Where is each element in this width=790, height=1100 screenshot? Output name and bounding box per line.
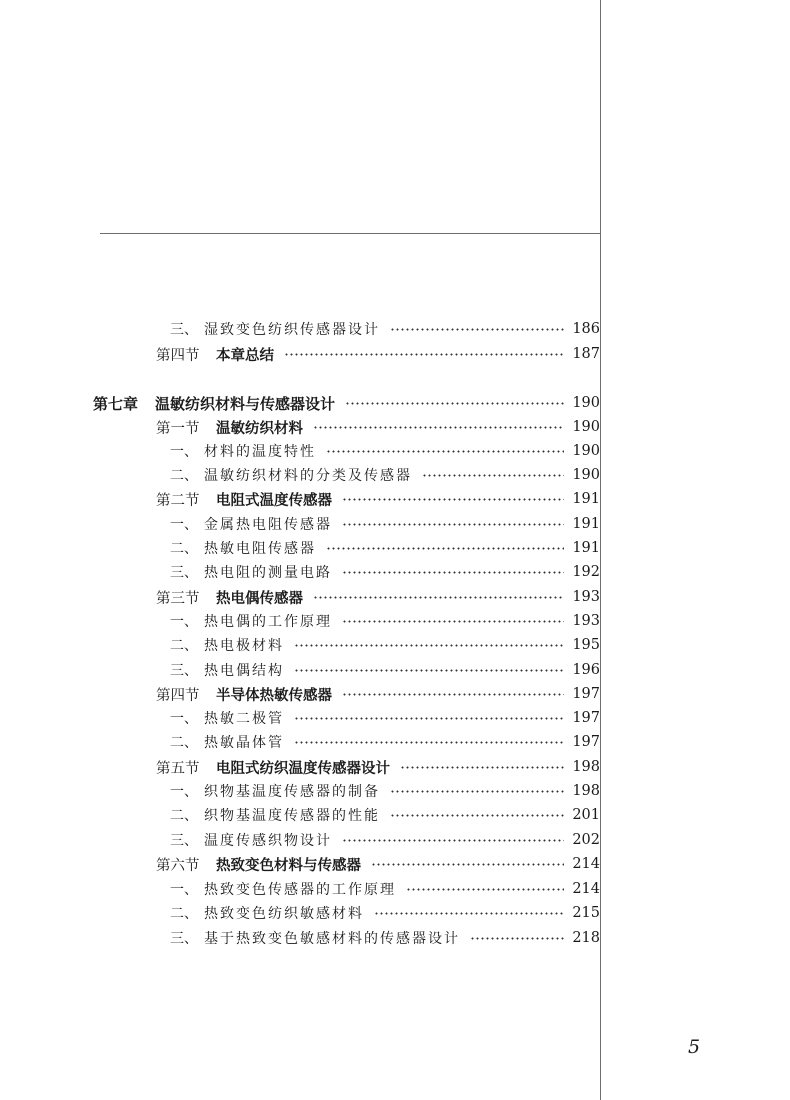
entry-title: 织物基温度传感器的性能 <box>204 808 380 824</box>
toc-entry <box>0 415 600 439</box>
entry-number: 一、 <box>170 711 198 727</box>
entry-title: 温敏纺织材料的分类及传感器 <box>204 468 412 484</box>
entry-number: 第五节 <box>156 760 200 777</box>
toc-entry <box>0 926 600 950</box>
toc-entry <box>0 317 600 341</box>
dot-leader <box>284 353 564 356</box>
entry-number: 第六节 <box>156 857 200 874</box>
toc-entry <box>0 803 600 827</box>
toc-entry <box>0 536 600 560</box>
entry-number: 三、 <box>170 663 198 679</box>
entry-page: 214 <box>572 881 600 897</box>
entry-page: 202 <box>572 832 600 848</box>
toc-entry <box>0 730 600 754</box>
entry-page: 191 <box>572 491 600 507</box>
toc-entry <box>0 391 600 415</box>
toc-entry <box>0 609 600 633</box>
dot-leader <box>400 766 564 769</box>
entry-page: 195 <box>572 637 600 653</box>
dot-leader <box>326 547 564 550</box>
entry-number: 第一节 <box>156 420 200 437</box>
entry-number: 一、 <box>170 614 198 630</box>
entry-page: 197 <box>572 686 600 702</box>
entry-title: 热电偶的工作原理 <box>204 614 332 630</box>
entry-title: 电阻式温度传感器 <box>216 491 332 509</box>
dot-leader <box>422 474 564 477</box>
dot-leader <box>294 669 564 672</box>
entry-title: 热致变色材料与传感器 <box>216 856 361 874</box>
toc-entry <box>0 901 600 925</box>
toc-entry <box>0 877 600 901</box>
entry-title: 热敏二极管 <box>204 711 284 727</box>
entry-title: 热电阻的测量电路 <box>204 565 332 581</box>
entry-page: 197 <box>572 734 600 750</box>
entry-number: 第四节 <box>156 687 200 704</box>
entry-number: 第四节 <box>156 347 200 364</box>
toc-entry <box>0 487 600 511</box>
dot-leader <box>342 620 564 623</box>
toc-entry <box>0 828 600 852</box>
toc-entry <box>0 755 600 779</box>
toc-entry <box>0 633 600 657</box>
entry-number: 一、 <box>170 444 198 460</box>
entry-title: 热敏电阻传感器 <box>204 541 316 557</box>
page-number: 5 <box>688 1036 701 1058</box>
dot-leader <box>342 571 564 574</box>
entry-page: 190 <box>572 395 600 411</box>
dot-leader <box>406 888 564 891</box>
entry-number: 一、 <box>170 882 198 898</box>
dot-leader <box>390 328 564 331</box>
entry-page: 186 <box>572 321 600 337</box>
entry-title: 半导体热敏传感器 <box>216 686 332 704</box>
dot-leader <box>326 450 564 453</box>
entry-page: 187 <box>572 346 600 362</box>
entry-page: 191 <box>572 516 600 532</box>
entry-page: 196 <box>572 662 600 678</box>
entry-number: 二、 <box>170 638 198 654</box>
entry-title: 热致变色传感器的工作原理 <box>204 882 396 898</box>
toc-entry <box>0 658 600 682</box>
entry-page: 198 <box>572 759 600 775</box>
dot-leader <box>390 814 564 817</box>
vertical-rule <box>600 0 601 1100</box>
entry-number: 二、 <box>170 906 198 922</box>
dot-leader <box>294 644 564 647</box>
dot-leader <box>342 523 564 526</box>
dot-leader <box>294 741 564 744</box>
entry-title: 本章总结 <box>216 346 274 364</box>
entry-number: 三、 <box>170 833 198 849</box>
entry-title: 织物基温度传感器的制备 <box>204 784 380 800</box>
dot-leader <box>390 790 564 793</box>
toc-entry <box>0 682 600 706</box>
entry-page: 193 <box>572 613 600 629</box>
entry-number: 一、 <box>170 784 198 800</box>
entry-page: 193 <box>572 589 600 605</box>
dot-leader <box>294 717 564 720</box>
entry-title: 温敏纺织材料与传感器设计 <box>155 394 336 413</box>
toc-entry <box>0 585 600 609</box>
entry-number: 二、 <box>170 735 198 751</box>
entry-title: 热致变色纺织敏感材料 <box>204 906 364 922</box>
entry-title: 热电偶传感器 <box>216 589 303 607</box>
dot-leader <box>345 402 564 405</box>
entry-title: 基于热致变色敏感材料的传感器设计 <box>204 931 460 947</box>
entry-title: 热敏晶体管 <box>204 735 284 751</box>
entry-page: 198 <box>572 783 600 799</box>
toc-entry <box>0 512 600 536</box>
entry-page: 191 <box>572 540 600 556</box>
entry-page: 214 <box>572 856 600 872</box>
entry-title: 金属热电阻传感器 <box>204 517 332 533</box>
dot-leader <box>342 498 564 501</box>
dot-leader <box>313 426 564 429</box>
entry-title: 温度传感织物设计 <box>204 833 332 849</box>
entry-title: 热电偶结构 <box>204 663 284 679</box>
entry-number: 第二节 <box>156 492 200 509</box>
toc-entry <box>0 463 600 487</box>
toc-entry <box>0 852 600 876</box>
entry-number: 第三节 <box>156 590 200 607</box>
dot-leader <box>342 839 564 842</box>
entry-page: 190 <box>572 467 600 483</box>
entry-page: 197 <box>572 710 600 726</box>
entry-number: 二、 <box>170 468 198 484</box>
entry-page: 218 <box>572 930 600 946</box>
toc-entry <box>0 706 600 730</box>
entry-number: 一、 <box>170 517 198 533</box>
toc-entry <box>0 342 600 366</box>
entry-title: 温敏纺织材料 <box>216 419 303 437</box>
entry-title: 材料的温度特性 <box>204 444 316 460</box>
toc-entry <box>0 779 600 803</box>
entry-page: 215 <box>572 905 600 921</box>
entry-title: 电阻式纺织温度传感器设计 <box>216 759 390 777</box>
entry-page: 192 <box>572 564 600 580</box>
entry-title: 湿致变色纺织传感器设计 <box>204 322 380 338</box>
dot-leader <box>313 596 564 599</box>
dot-leader <box>371 863 564 866</box>
dot-leader <box>374 912 564 915</box>
toc-entry <box>0 560 600 584</box>
entry-number: 第七章 <box>93 394 139 413</box>
entry-number: 三、 <box>170 322 198 338</box>
entry-page: 190 <box>572 419 600 435</box>
toc-entry <box>0 439 600 463</box>
entry-page: 201 <box>572 807 600 823</box>
dot-leader <box>470 937 564 940</box>
entry-number: 三、 <box>170 565 198 581</box>
entry-number: 三、 <box>170 931 198 947</box>
entry-page: 190 <box>572 443 600 459</box>
dot-leader <box>342 693 564 696</box>
entry-title: 热电极材料 <box>204 638 284 654</box>
entry-number: 二、 <box>170 808 198 824</box>
entry-number: 二、 <box>170 541 198 557</box>
